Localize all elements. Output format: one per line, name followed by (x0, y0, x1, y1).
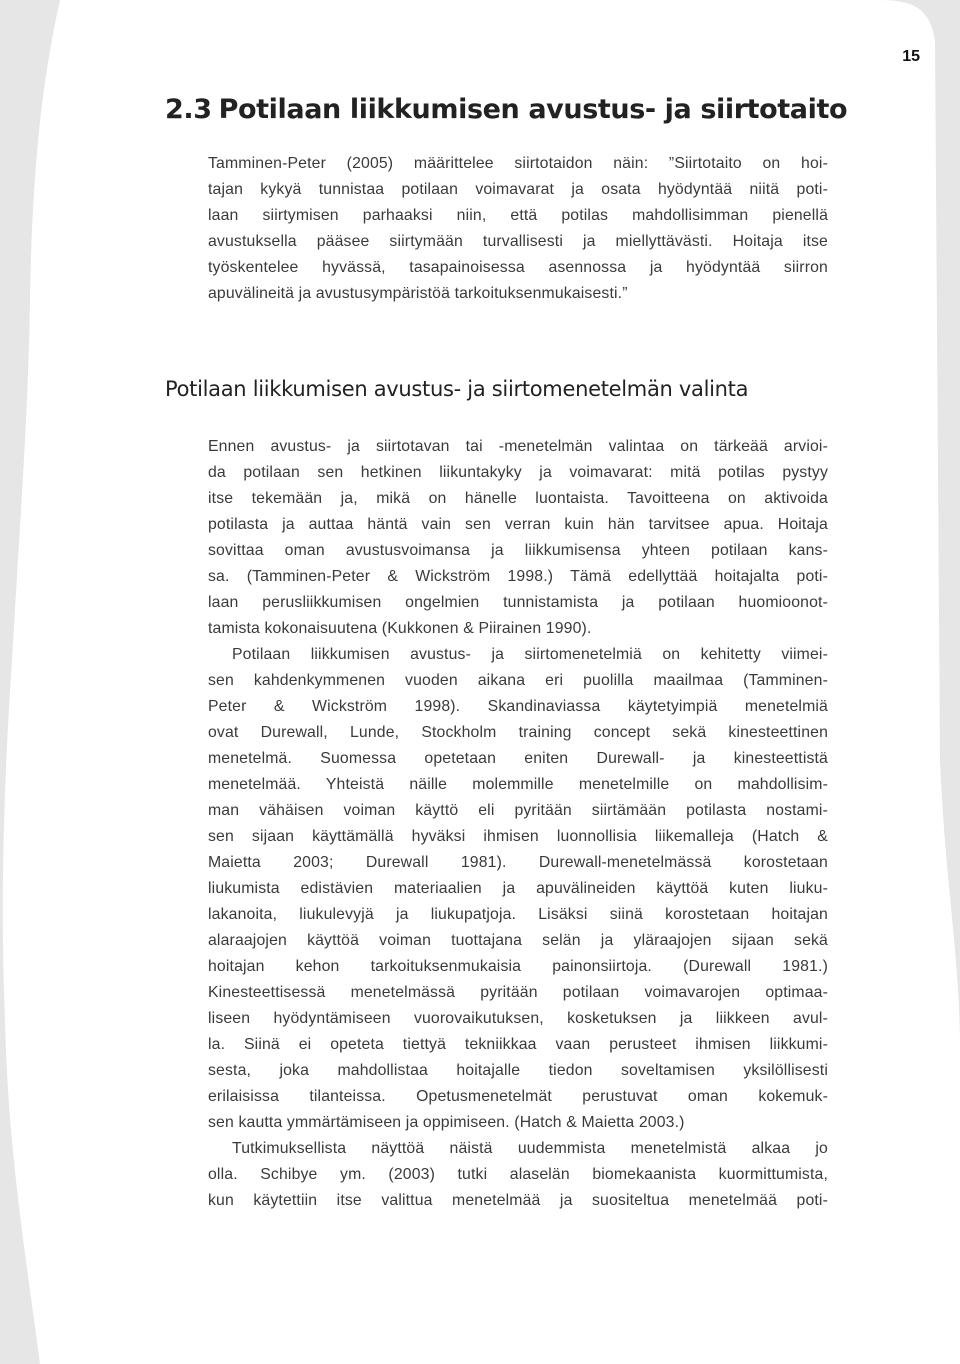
text-line: kun käytettiin itse valittua menetelmää ja suositeltua menetelmää poti- (208, 1192, 828, 1209)
text-line: potilasta ja auttaa häntä vain sen verran kuin hän tarvitsee apua. Hoitaja (208, 516, 828, 533)
text-line: Tamminen-Peter (2005) määrittelee siirtotaidon näin: ”Siirtotaito on hoi- (208, 155, 828, 172)
text-line: Tutkimuksellista näyttöä näistä uudemmista menetelmistä alkaa jo (232, 1140, 828, 1157)
body-paragraphs (208, 434, 828, 1214)
text-line: laan siirtymisen parhaaksi niin, että potilas mahdollisimman pienellä (208, 207, 828, 224)
text-line: sovittaa oman avustusvoimansa ja liikkumisensa yhteen potilaan kans- (208, 542, 828, 559)
text-line: itse tekemään ja, mikä on hänelle luontaista. Tavoitteena on aktivoida (208, 490, 828, 507)
text-line: työskentelee hyvässä, tasapainoisessa asennossa ja hyödyntää siirron (208, 259, 828, 276)
page-number: 15 (902, 48, 920, 65)
text-line: lakanoita, liukulevyjä ja liukupatjoja. Lisäksi siinä korostetaan hoitajan (208, 906, 828, 923)
intro-paragraph (208, 151, 828, 307)
text-line: laan perusliikkumisen ongelmien tunnistamista ja potilaan huomioonot- (208, 594, 828, 611)
text-line: menetelmä. Suomessa opetetaan eniten Durewall- ja kinesteettistä (208, 750, 828, 767)
text-line: tamista kokonaisuutena (Kukkonen & Piirainen 1990). (208, 620, 592, 637)
text-line: liseen hyödyntämiseen vuorovaikutuksen, kosketuksen ja liikkeen avul- (208, 1010, 828, 1027)
text-line: Peter & Wickström 1998). Skandinaviassa käytetyimpiä menetelmiä (208, 698, 828, 715)
text-line: Ennen avustus- ja siirtotavan tai -menetelmän valintaa on tärkeää arvioi- (208, 438, 828, 455)
text-line: tajan kykyä tunnistaa potilaan voimavarat ja osata hyödyntää niitä poti- (208, 181, 828, 198)
section-title-text: Potilaan liikkumisen avustus- ja siirtotaito (218, 94, 848, 125)
text-line: sesta, joka mahdollistaa hoitajalle tiedon soveltamisen yksilöllisesti (208, 1062, 828, 1079)
text-line: ovat Durewall, Lunde, Stockholm training concept sekä kinesteettinen (208, 724, 828, 741)
text-line: apuvälineitä ja avustusympäristöä tarkoituksenmukaisesti.” (208, 285, 628, 302)
text-line: olla. Schibye ym. (2003) tutki alaselän biomekaanista kuormittumista, (208, 1166, 828, 1183)
text-line: Kinesteettisessä menetelmässä pyritään potilaan voimavarojen optimaa- (208, 984, 828, 1001)
text-line: menetelmää. Yhteistä näille molemmille menetelmille on mahdollisim- (208, 776, 828, 793)
text-line: erilaisissa tilanteissa. Opetusmenetelmät perustuvat oman kokemuk- (208, 1088, 828, 1105)
text-line: sen kautta ymmärtämiseen ja oppimiseen. (Hatch & Maietta 2003.) (208, 1114, 685, 1131)
subheading: Potilaan liikkumisen avustus- ja siirtomenetelmän valinta (165, 377, 749, 401)
text-line: alaraajojen käyttöä voiman tuottajana selän ja yläraajojen sijaan sekä (208, 932, 828, 949)
text-line: sen sijaan käyttämällä hyväksi ihmisen luonnollisia liikemalleja (Hatch & (208, 828, 828, 845)
section-title (165, 94, 847, 125)
text-line: Maietta 2003; Durewall 1981). Durewall-menetelmässä korostetaan (208, 854, 828, 871)
text-line: avustuksella pääsee siirtymään turvallisesti ja miellyttävästi. Hoitaja itse (208, 233, 828, 250)
text-line: hoitajan kehon tarkoituksenmukaisia painonsiirtoja. (Durewall 1981.) (208, 958, 828, 975)
text-line: sen kahdenkymmenen vuoden aikana eri puolilla maailmaa (Tamminen- (208, 672, 828, 689)
text-line: da potilaan sen hetkinen liikuntakyky ja voimavarat: mitä potilas pystyy (208, 464, 828, 481)
text-line: sa. (Tamminen-Peter & Wickström 1998.) Tämä edellyttää hoitajalta poti- (208, 568, 828, 585)
text-line: man vähäisen voiman käyttö eli pyritään siirtämään potilasta nostami- (208, 802, 828, 819)
text-line: liukumista edistävien materiaalien ja apuvälineiden käyttöä kuten liuku- (208, 880, 828, 897)
text-line: Potilaan liikkumisen avustus- ja siirtomenetelmiä on kehitetty viimei- (232, 646, 828, 663)
text-line: la. Siinä ei opeteta tiettyä tekniikkaa vaan perusteet ihmisen liikkumi- (208, 1036, 828, 1053)
section-number: 2.3 (165, 94, 212, 125)
